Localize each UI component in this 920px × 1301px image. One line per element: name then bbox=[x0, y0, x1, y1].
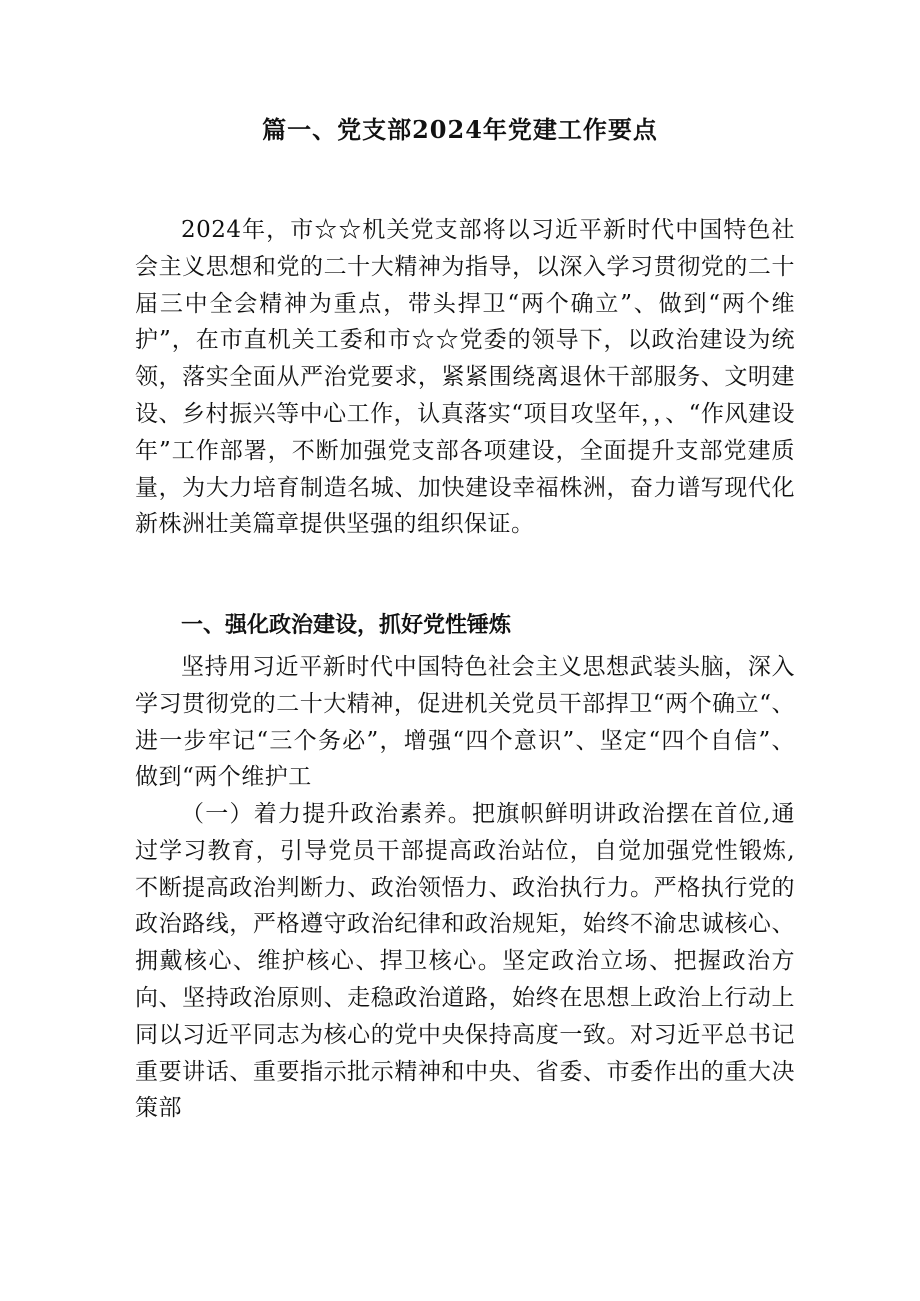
intro-paragraph: 2024年，市☆☆机关党支部将以习近平新时代中国特色社会主义思想和党的二十大精神为指导，以深入学习贯彻党的二十届三中全会精神为重点，带头捍卫“两个确立”、做到“两个维护”，在市直机关工委和市☆☆党委的领导下，以政治建设为统领，落实全面从严治党要求，紧紧围绕离退休干部服务、文明建设、乡村振兴等中心工作，认真落实“项目攻坚年，，、“作风建设年”工作部署，不断加强党支部各项建设，全面提升支部党建质量，为大力培育制造名城、加快建设幸福株洲，奋力谱写现代化新株洲壮美篇章提供坚强的组织保证。 bbox=[135, 217, 795, 538]
section-heading: 一、强化政治建设，抓好党性锤炼 bbox=[181, 613, 512, 638]
section-paragraph: 坚持用习近平新时代中国特色社会主义思想武装头脑，深入学习贯彻党的二十大精神，促进机关党员干部捍卫“两个确立“、进一步牢记“三个务必”，增强“四个意识”、坚定“四个自信”、做到“两个维护工 bbox=[135, 654, 795, 791]
document-title: 篇一、党支部2024年党建工作要点 bbox=[262, 115, 658, 144]
subsection-paragraph: （一）着力提升政治素养。把旗帜鲜明讲政治摆在首位,通过学习教育，引导党员干部提高政治站位，自觉加强党性锻炼,不断提高政治判断力、政治领悟力、政治执行力。严格执行党的政治路线，严格遵守政治纪律和政治规矩，始终不渝忠诚核心、拥戴核心、维护核心、捍卫核心。坚定政治立场、把握政治方向、坚持政治原则、走稳政治道路，始终在思想上政治上行动上同以习近平同志为核心的党中央保持高度一致。对习近平总书记重要讲话、重要指示批示精神和中央、省委、市委作出的重大决策部 bbox=[135, 801, 795, 1122]
